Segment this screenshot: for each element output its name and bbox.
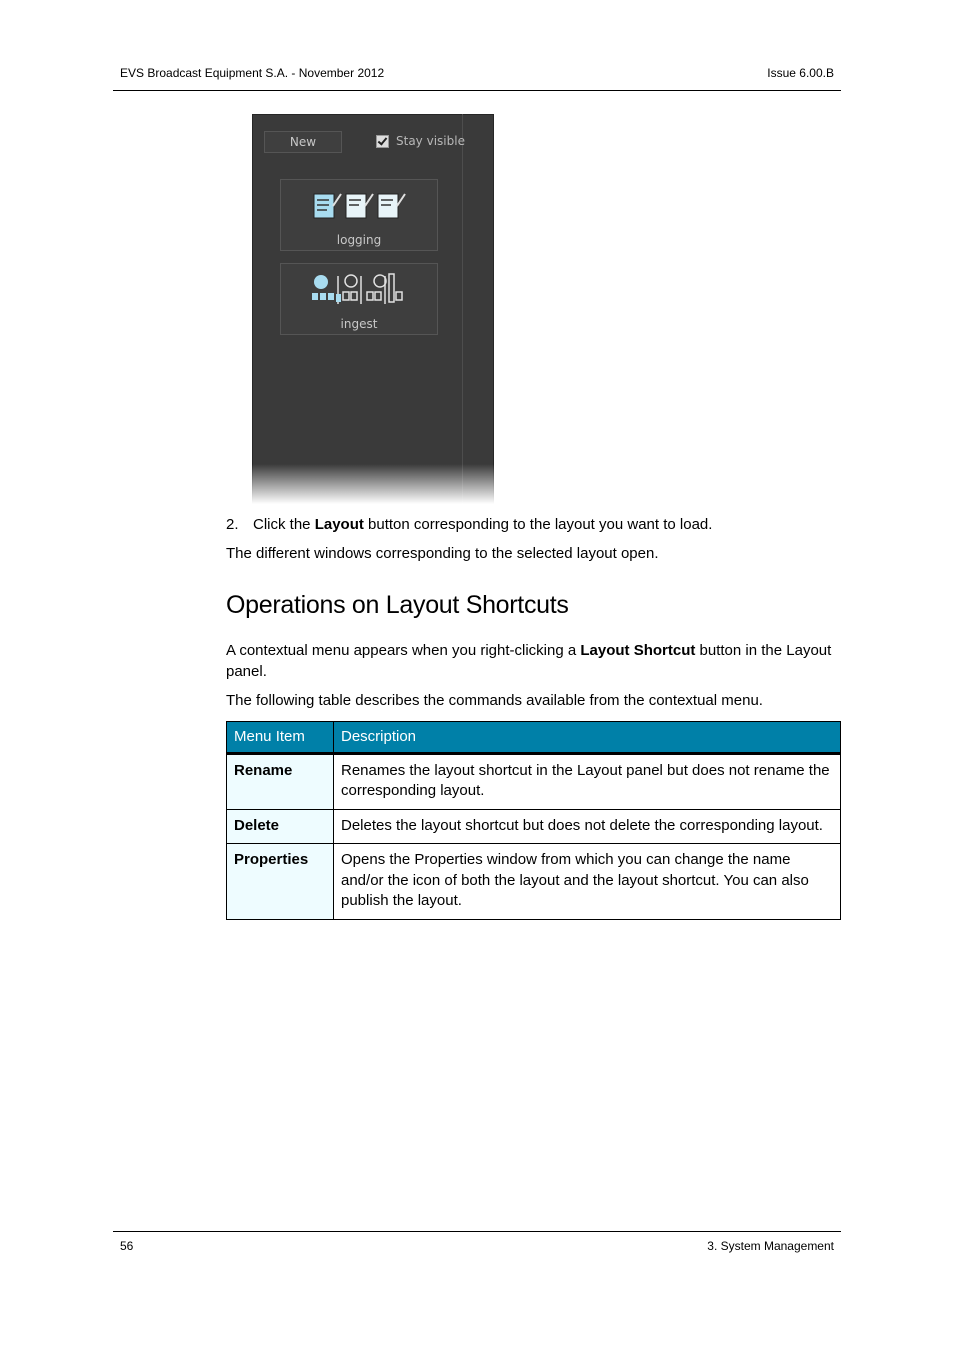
page-header bbox=[113, 66, 841, 91]
page-footer bbox=[113, 1231, 841, 1253]
column-header-description: Description bbox=[334, 722, 841, 754]
checkbox-checked-icon bbox=[376, 135, 389, 148]
layout-shortcut-logging[interactable] bbox=[280, 179, 438, 251]
paragraph-windows-open: The different windows corresponding to the selected layout open. bbox=[226, 545, 659, 562]
table-row bbox=[227, 753, 841, 809]
menu-item-description: Deletes the layout shortcut but does not delete the corresponding layout. bbox=[334, 809, 841, 844]
menu-item-name: Rename bbox=[227, 753, 334, 809]
menu-item-name: Properties bbox=[227, 844, 334, 920]
page-number: 56 bbox=[120, 1239, 134, 1253]
menu-item-name: Delete bbox=[227, 809, 334, 844]
new-button[interactable]: New bbox=[264, 131, 342, 153]
stay-visible-checkbox[interactable] bbox=[376, 134, 465, 148]
layout-shortcut-ingest[interactable] bbox=[280, 263, 438, 335]
layout-shortcut-term: Layout Shortcut bbox=[580, 642, 696, 659]
step-2: 2. Click the Layout button corresponding to the layout you want to load. bbox=[226, 515, 841, 536]
section-title: Operations on Layout Shortcuts bbox=[226, 591, 569, 619]
step-number: 2. bbox=[226, 516, 239, 533]
header-left: EVS Broadcast Equipment S.A. - November 2012 bbox=[120, 66, 385, 80]
table-row bbox=[227, 809, 841, 844]
paragraph-contextual-menu: A contextual menu appears when you right-clicking a Layout Shortcut button in the Layout panel. bbox=[226, 642, 832, 680]
chapter-title: 3. System Management bbox=[707, 1239, 834, 1253]
menu-item-description: Renames the layout shortcut in the Layout panel but does not rename the corresponding layout. bbox=[334, 753, 841, 809]
column-header-menu-item: Menu Item bbox=[227, 722, 334, 754]
tile-label: logging bbox=[336, 233, 382, 247]
layout-term: Layout bbox=[314, 516, 364, 533]
stay-visible-label: Stay visible bbox=[396, 134, 465, 148]
logging-icon bbox=[281, 180, 437, 230]
layout-panel-screenshot bbox=[252, 114, 494, 504]
paragraph-table-intro: The following table describes the commands available from the contextual menu. bbox=[226, 692, 763, 709]
ingest-icon bbox=[281, 264, 437, 314]
header-right: Issue 6.00.B bbox=[767, 66, 834, 80]
commands-table bbox=[226, 721, 841, 920]
tile-label: ingest bbox=[340, 317, 378, 331]
table-row bbox=[227, 844, 841, 920]
menu-item-description: Opens the Properties window from which you can change the name and/or the icon of both the layout and the layout shortcut. You can also publish the layout. bbox=[334, 844, 841, 920]
panel-divider bbox=[462, 114, 463, 504]
table-header-row bbox=[227, 722, 841, 754]
